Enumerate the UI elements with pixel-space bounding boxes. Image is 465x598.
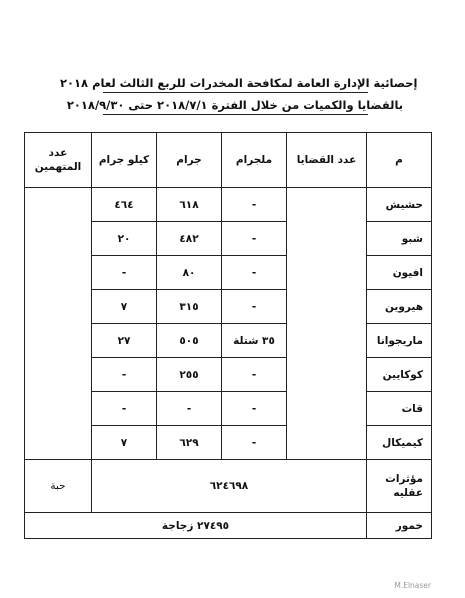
title-line-1: إحصائية الإدارة العامة لمكافحة المخدرات للربع الثالث لعام ٢٠١٨ [60, 76, 418, 90]
header-accused [25, 133, 92, 188]
psychotropics-value: ٦٢٤٦٩٨ [92, 460, 367, 513]
header-kilogram: كيلو جرام [92, 133, 157, 188]
milligram-cell: - [222, 392, 287, 426]
kilogram-cell: ٢٧ [92, 324, 157, 358]
drug-name-cell: هيروين [367, 290, 432, 324]
drug-name-cell: حشيش [367, 188, 432, 222]
gram-cell: ٣١٥ [157, 290, 222, 324]
statistics-table [24, 132, 432, 539]
accused-cell [25, 188, 92, 460]
gram-cell: ٦١٨ [157, 188, 222, 222]
alcohol-label: خمور [367, 513, 432, 539]
gram-cell: ٤٨٢ [157, 222, 222, 256]
alcohol-row [25, 513, 432, 539]
title-underline-2 [103, 114, 368, 115]
gram-cell: - [157, 392, 222, 426]
kilogram-cell: ٧ [92, 426, 157, 460]
milligram-cell: - [222, 426, 287, 460]
kilogram-cell: - [92, 256, 157, 290]
title-underline-1 [103, 92, 368, 93]
drug-name-cell: كيميكال [367, 426, 432, 460]
header-gram: جرام [157, 133, 222, 188]
gram-cell: ٦٢٩ [157, 426, 222, 460]
kilogram-cell: ٢٠ [92, 222, 157, 256]
kilogram-cell: ٤٦٤ [92, 188, 157, 222]
header-item: م [367, 133, 432, 188]
milligram-cell: - [222, 222, 287, 256]
drug-name-cell: ماريجوانا [367, 324, 432, 358]
drug-name-cell: افيون [367, 256, 432, 290]
psychotropics-row [25, 460, 432, 513]
title-line-2: بالقضايا والكميات من خلال الفترة ٢٠١٨/٧/١ حتى ٢٠١٨/٩/٣٠ [66, 98, 404, 112]
milligram-cell: - [222, 290, 287, 324]
kilogram-cell: - [92, 392, 157, 426]
cases-cell [287, 188, 367, 460]
psychotropics-label-line-2: عقليه [393, 487, 423, 499]
milligram-cell: ٣٥ شتلة [222, 324, 287, 358]
gram-cell: ٥٠٥ [157, 324, 222, 358]
psychotropics-unit: حبة [25, 460, 92, 513]
drug-name-cell: كوكايين [367, 358, 432, 392]
watermark: M.Elnaser [394, 581, 431, 590]
drug-name-cell: قات [367, 392, 432, 426]
psychotropics-label [367, 460, 432, 513]
header-accused-line-2: المتهمين [34, 161, 82, 173]
header-row [25, 133, 432, 188]
header-milligram: ملجرام [222, 133, 287, 188]
kilogram-cell: - [92, 358, 157, 392]
milligram-cell: - [222, 358, 287, 392]
header-accused-line-1: عدد [48, 147, 68, 159]
psychotropics-label-line-1: مؤثرات [385, 473, 423, 485]
milligram-cell: - [222, 256, 287, 290]
gram-cell: ٨٠ [157, 256, 222, 290]
kilogram-cell: ٧ [92, 290, 157, 324]
gram-cell: ٢٥٥ [157, 358, 222, 392]
drug-name-cell: شبو [367, 222, 432, 256]
milligram-cell: - [222, 188, 287, 222]
header-cases: عدد القضايا [287, 133, 367, 188]
table-row [25, 188, 432, 222]
alcohol-value: ٢٧٤٩٥ زجاجة [25, 513, 367, 539]
